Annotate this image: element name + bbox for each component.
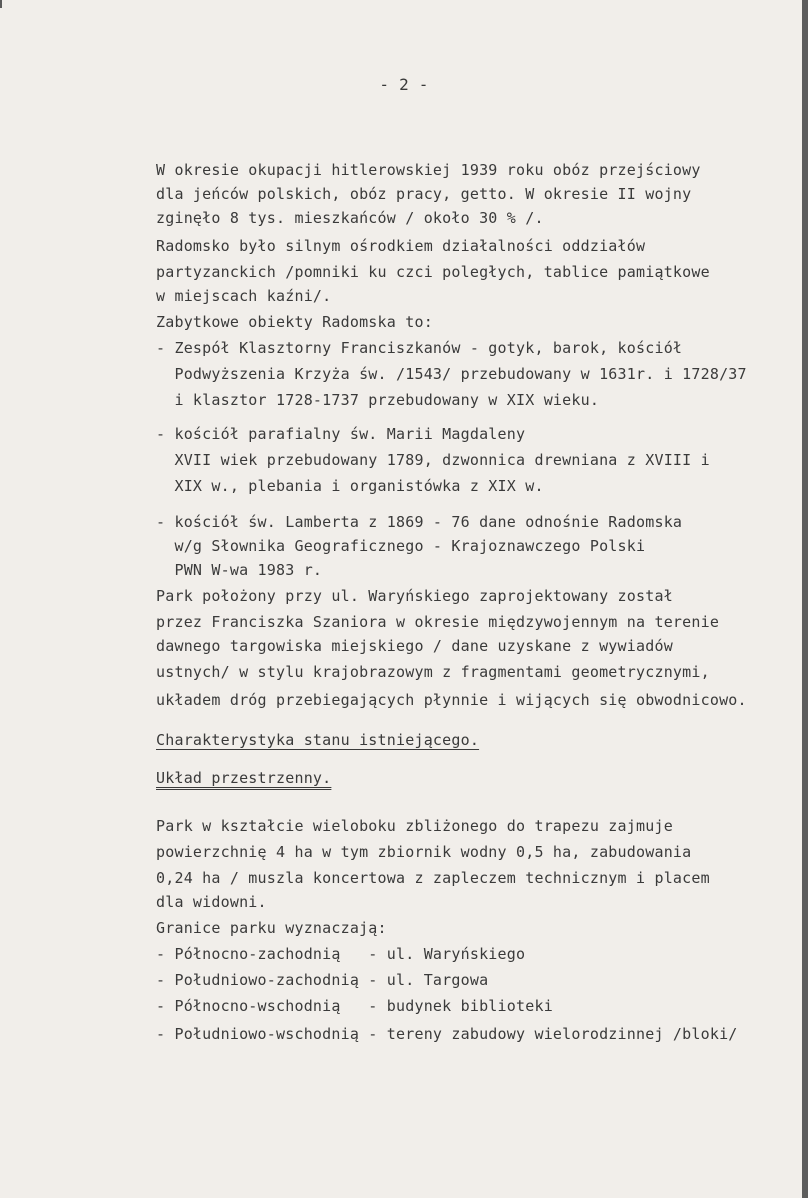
list-item-continuation: PWN W-wa 1983 r. bbox=[156, 561, 323, 579]
boundary-item: - Północno-zachodnią - ul. Waryńskiego bbox=[156, 945, 526, 963]
text-line: układem dróg przebiegających płynnie i wijących się obwodnicowo. bbox=[156, 691, 747, 709]
text-line: zginęło 8 tys. mieszkańców / około 30 % /. bbox=[156, 209, 544, 227]
subsection-heading: Układ przestrzenny. bbox=[156, 769, 332, 787]
text-line: Park położony przy ul. Waryńskiego zaprojektowany został bbox=[156, 587, 673, 605]
list-item-continuation: Podwyższenia Krzyża św. /1543/ przebudowany w 1631r. i 1728/37 bbox=[156, 365, 747, 383]
text-line: W okresie okupacji hitlerowskiej 1939 roku obóz przejściowy bbox=[156, 161, 701, 179]
boundary-item: - Południowo-zachodnią - ul. Targowa bbox=[156, 971, 489, 989]
text-line: Radomsko było silnym ośrodkiem działalności oddziałów bbox=[156, 237, 646, 255]
text-line: Granice parku wyznaczają: bbox=[156, 919, 387, 937]
text-line: ustnych/ w stylu krajobrazowym z fragmentami geometrycznymi, bbox=[156, 663, 710, 681]
list-item: - Zespół Klasztorny Franciszkanów - gotyk, barok, kościół bbox=[156, 339, 683, 357]
text-line: powierzchnię 4 ha w tym zbiornik wodny 0,5 ha, zabudowania bbox=[156, 843, 692, 861]
list-item: - kościół parafialny św. Marii Magdaleny bbox=[156, 425, 526, 443]
text-line: Zabytkowe obiekty Radomska to: bbox=[156, 313, 433, 331]
list-item-continuation: i klasztor 1728-1737 przebudowany w XIX wieku. bbox=[156, 391, 600, 409]
text-line: przez Franciszka Szaniora w okresie międzywojennym na terenie bbox=[156, 613, 720, 631]
list-item-continuation: XVII wiek przebudowany 1789, dzwonnica drewniana z XVIII i bbox=[156, 451, 710, 469]
scan-edge-shadow bbox=[802, 0, 808, 1198]
text-line: Park w kształcie wieloboku zbliżonego do trapezu zajmuje bbox=[156, 817, 673, 835]
list-item: - kościół św. Lamberta z 1869 - 76 dane odnośnie Radomska bbox=[156, 513, 683, 531]
list-item-continuation: w/g Słownika Geograficznego - Krajoznawczego Polski bbox=[156, 537, 646, 555]
text-line: dawnego targowiska miejskiego / dane uzyskane z wywiadów bbox=[156, 637, 673, 655]
boundary-item: - Północno-wschodnią - budynek biblioteki bbox=[156, 997, 553, 1015]
boundary-item: - Południowo-wschodnią - tereny zabudowy wielorodzinnej /bloki/ bbox=[156, 1025, 738, 1043]
list-item-continuation: XIX w., plebania i organistówka z XIX w. bbox=[156, 477, 544, 495]
section-heading: Charakterystyka stanu istniejącego. bbox=[156, 731, 480, 749]
page-number: - 2 - bbox=[379, 75, 429, 94]
text-line: partyzanckich /pomniki ku czci poległych, tablice pamiątkowe bbox=[156, 263, 710, 281]
text-line: dla jeńców polskich, obóz pracy, getto. W okresie II wojny bbox=[156, 185, 692, 203]
text-line: 0,24 ha / muszla koncertowa z zapleczem technicznym i placem bbox=[156, 869, 710, 887]
text-line: dla widowni. bbox=[156, 893, 267, 911]
scan-corner-mark bbox=[0, 0, 2, 8]
text-line: w miejscach kaźni/. bbox=[156, 287, 332, 305]
